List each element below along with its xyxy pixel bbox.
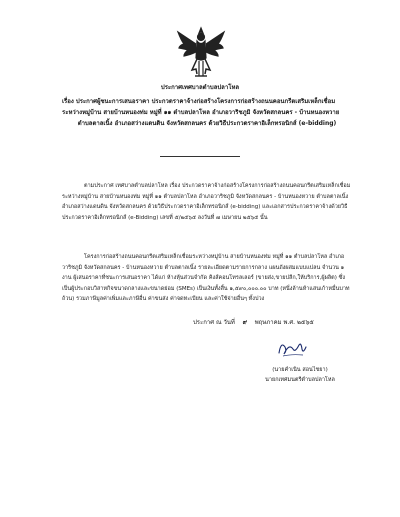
signer-name: (นายคำเนิน สอนไชยา) xyxy=(272,367,328,373)
subject-line-3: ตำบลตาลเนิ้ง อำเภอสว่างแดนดิน จังหวัดสกลนคร ด้วยวิธีประกวดราคาอิเล็กทรอนิกส์ (e-bidding) xyxy=(77,120,337,127)
date-day: ๙ xyxy=(242,319,247,326)
subject-line-2: ระหว่างหมู่บ้าน สายบ้านหนองท่ม หมู่ที่ ๑๑ ตำบลปลาโหล อำเภอวาริชภูมิ จังหวัดสกลนคร - บ้านหนองหวาย xyxy=(62,109,340,116)
date-month-year: พฤษภาคม พ.ศ. ๒๕๖๕ xyxy=(254,319,314,326)
subject-line-1: เรื่อง ประกาศผู้ชนะการเสนอราคา ประกวดราคาจ้างก่อสร้างโครงการก่อสร้างถนนคอนกรีตเสริมเหล็กเชื่อม xyxy=(62,98,336,105)
signer-position: นายกเทศมนตรีตำบลปลาโหล xyxy=(265,377,335,383)
date-prefix: ประกาศ ณ วันที่ xyxy=(193,319,235,326)
announcement-paragraph-1 xyxy=(62,181,352,223)
announcement-date xyxy=(193,317,343,327)
subject-block xyxy=(62,96,352,129)
announcement-paragraph-2 xyxy=(62,252,352,305)
paragraph-2-text: โครงการก่อสร้างถนนคอนกรีตเสริมเหล็กเชื่อมระหว่างหมู่บ้าน สายบ้านหนองท่ม หมู่ที่ ๑๑ ตำบลปลาโหล อำเภอวาริชภูมิ จังหวัดสกลนคร - บ้านหนองหวาย ตำบลตาลเนิ้ง รายละเอียดตามรายการกลาง แผนถังผสมแบบแปลน จำนวน ๑ งาน ผู้เสนอราคาที่ชนะการเสนอราคา ได้แก่ ห้างหุ้นส่วนจำกัด คิงส์คอนโทรลเลอร์ (ขายส่ง,ขายปลีก,ให้บริการ,ผู้ผลิต) ซึ่งเป็นผู้ประกอบวิสาหกิจขนาดกลางและขนาดย่อม (SMEs) เป็นเงินทั้งสิ้น ๑,๕๙๐,๐๐๐.๐๐ บาท (หนึ่งล้านห้าแสนเก้าหมื่นบาทถ้วน) รวมภาษีมูลค่าเพิ่มและภาษีอื่น ค่าขนส่ง ค่าจดทะเบียน และค่าใช้จ่ายอื่นๆ ทั้งปวง xyxy=(62,254,350,302)
issuing-organization: ประกาศเทศบาลตำบลปลาโหล xyxy=(160,84,240,91)
paragraph-1-text: ตามประกาศ เทศบาลตำบลปลาโหล เรื่อง ประกวดราคาจ้างก่อสร้างโครงการก่อสร้างถนนคอนกรีตเสริมเหล็กเชื่อมระหว่างหมู่บ้าน สายบ้านหนองท่ม หมู่ที่ ๑๑ ตำบลปลาโหล อำเภอวาริชภูมิ จังหวัดสกลนคร - บ้านหนองหวาย ตำบลตาลเนิ้ง อำเภอสว่างแดนดิน จังหวัดสกลนคร ด้วยวิธีประกวดราคาอิเล็กทรอนิกส์ (e-bidding) และเอกสารประกวดราคาจ้างด้วยวิธีประกวดราคาอิเล็กทรอนิกส์ (e-Bidding) เลขที่ ๕/๒๕๖๕ ลงวันที่ ๗ เมษายน ๒๕๖๕ นั้น xyxy=(62,183,351,221)
divider xyxy=(160,156,240,157)
handwritten-signature xyxy=(275,337,309,359)
garuda-emblem-icon xyxy=(175,24,227,80)
